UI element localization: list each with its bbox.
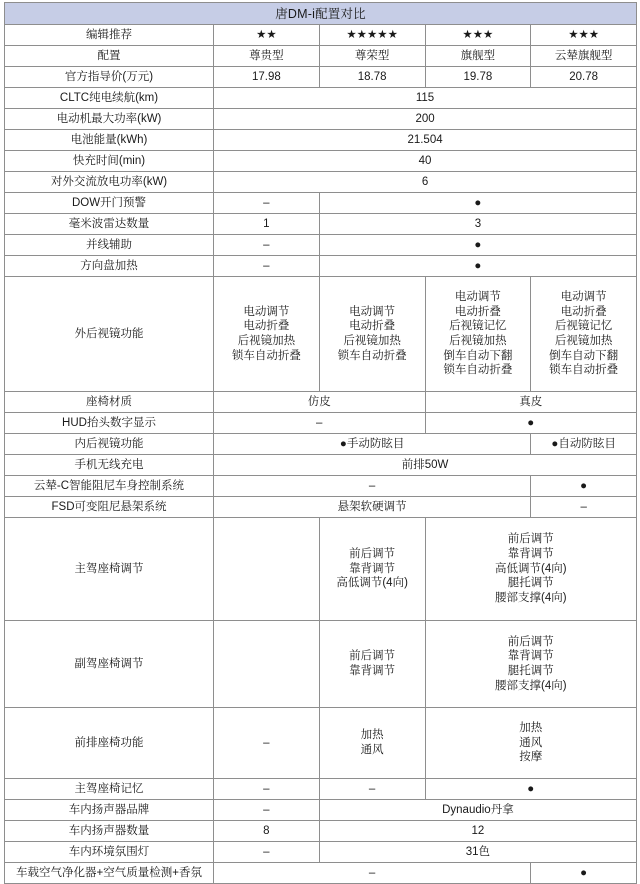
feature-line: 电动折叠	[349, 320, 396, 333]
value-cell: 6	[214, 172, 637, 193]
value-cell: 尊荣型	[319, 46, 425, 67]
row-label: 外后视镜功能	[5, 277, 214, 392]
row-label: 电动机最大功率(kW)	[5, 109, 214, 130]
feature-line: 电动调节	[560, 290, 607, 303]
table-row	[5, 413, 637, 434]
feature-line: 锁车自动折叠	[549, 364, 619, 377]
row-label: 方向盘加热	[5, 256, 214, 277]
table-row	[5, 130, 637, 151]
table-row	[5, 497, 637, 518]
table-row	[5, 800, 637, 821]
feature-line: 电动调节	[243, 305, 290, 318]
value-cell	[425, 621, 637, 708]
unavailable-dash: –	[214, 413, 426, 434]
value-cell: 200	[214, 109, 637, 130]
feature-line: 靠背调节	[507, 650, 554, 663]
value-cell: 真皮	[425, 392, 637, 413]
table-title-row	[5, 3, 637, 25]
value-cell: ●自动防眩目	[531, 434, 637, 455]
rating-stars: ★★★	[531, 25, 637, 46]
row-label: 毫米波雷达数量	[5, 214, 214, 235]
feature-line: 前后调节	[507, 635, 554, 648]
table-row	[5, 172, 637, 193]
value-cell: 旗舰型	[425, 46, 531, 67]
rating-stars: ★★	[214, 25, 320, 46]
table-row	[5, 842, 637, 863]
value-cell	[319, 277, 425, 392]
feature-line: 后视镜加热	[237, 335, 296, 347]
row-label: 编辑推荐	[5, 25, 214, 46]
table-row	[5, 235, 637, 256]
unavailable-dash: –	[214, 256, 320, 277]
row-label: 对外交流放电功率(kW)	[5, 172, 214, 193]
feature-line: 腿托调节	[507, 577, 554, 590]
available-dot: ●	[319, 193, 636, 214]
row-label: HUD抬头数字显示	[5, 413, 214, 434]
feature-line: 倒车自动下翻	[549, 349, 619, 362]
row-label: 车内扬声器品牌	[5, 800, 214, 821]
feature-line: 按摩	[519, 751, 543, 764]
row-label: 手机无线充电	[5, 455, 214, 476]
table-row	[5, 708, 637, 779]
row-label: 主驾座椅调节	[5, 518, 214, 621]
feature-line: 加热	[519, 721, 543, 734]
row-label: 主驾座椅记忆	[5, 779, 214, 800]
feature-line: 腰部支撑(4向)	[495, 592, 567, 605]
value-cell: 17.98	[214, 67, 320, 88]
table-row	[5, 88, 637, 109]
value-cell: 115	[214, 88, 637, 109]
value-cell: 21.504	[214, 130, 637, 151]
feature-line: 电动折叠	[454, 305, 501, 318]
table-row	[5, 392, 637, 413]
row-label: 前排座椅功能	[5, 708, 214, 779]
feature-line: 电动折叠	[243, 320, 290, 333]
feature-line: 加热	[360, 729, 384, 742]
available-dot: ●	[319, 256, 636, 277]
row-label: FSD可变阻尼悬架系统	[5, 497, 214, 518]
table-row	[5, 434, 637, 455]
value-cell: 前排50W	[214, 455, 637, 476]
row-label: 座椅材质	[5, 392, 214, 413]
table-row	[5, 518, 637, 621]
empty-cell	[214, 621, 320, 708]
unavailable-dash: –	[214, 779, 320, 800]
value-cell: 18.78	[319, 67, 425, 88]
row-label: 电池能量(kWh)	[5, 130, 214, 151]
configuration-comparison-table	[4, 2, 637, 884]
unavailable-dash: –	[214, 800, 320, 821]
unavailable-dash: –	[214, 193, 320, 214]
feature-line: 靠背调节	[349, 562, 396, 575]
feature-line: 靠背调节	[507, 547, 554, 560]
feature-line: 倒车自动下翻	[443, 349, 513, 362]
row-label: 官方指导价(万元)	[5, 67, 214, 88]
feature-line: 电动调节	[349, 305, 396, 318]
table-row	[5, 863, 637, 884]
value-cell	[425, 518, 637, 621]
feature-line: 高低调节(4向)	[495, 562, 567, 575]
unavailable-dash: –	[319, 779, 425, 800]
value-cell: 8	[214, 821, 320, 842]
value-cell: 31色	[319, 842, 636, 863]
table-row	[5, 256, 637, 277]
table-row	[5, 779, 637, 800]
table-row	[5, 821, 637, 842]
row-label: 车载空气净化器+空气质量检测+香氛	[5, 863, 214, 884]
unavailable-dash: –	[214, 842, 320, 863]
feature-line: 腰部支撑(4向)	[495, 679, 567, 692]
value-cell	[319, 621, 425, 708]
feature-line: 通风	[360, 744, 384, 756]
feature-line: 前后调节	[349, 547, 396, 560]
value-cell: 1	[214, 214, 320, 235]
value-cell: Dynaudio丹拿	[319, 800, 636, 821]
row-label: 配置	[5, 46, 214, 67]
feature-line: 电动调节	[454, 290, 501, 303]
rating-stars: ★★★	[425, 25, 531, 46]
available-dot: ●	[531, 863, 637, 884]
table-row	[5, 46, 637, 67]
row-label: 并线辅助	[5, 235, 214, 256]
available-dot: ●	[425, 779, 637, 800]
value-cell: ●手动防眩目	[214, 434, 531, 455]
value-cell: 尊贵型	[214, 46, 320, 67]
rating-stars: ★★★★★	[319, 25, 425, 46]
feature-line: 前后调节	[349, 650, 396, 663]
row-label: 云辇-C智能阻尼车身控制系统	[5, 476, 214, 497]
unavailable-dash: –	[531, 497, 637, 518]
feature-line: 后视镜加热	[343, 335, 401, 347]
value-cell: 20.78	[531, 67, 637, 88]
row-label: DOW开门预警	[5, 193, 214, 214]
row-label: 内后视镜功能	[5, 434, 214, 455]
feature-line: 靠背调节	[349, 665, 396, 677]
feature-line: 锁车自动折叠	[231, 349, 301, 362]
table-row	[5, 151, 637, 172]
value-cell: 19.78	[425, 67, 531, 88]
value-cell	[425, 277, 531, 392]
feature-line: 电动折叠	[560, 305, 607, 318]
table-row	[5, 476, 637, 497]
feature-line: 后视镜加热	[554, 335, 613, 347]
feature-line: 后视镜记忆	[449, 320, 507, 333]
available-dot: ●	[531, 476, 637, 497]
table-row	[5, 109, 637, 130]
feature-line: 锁车自动折叠	[443, 364, 513, 377]
value-cell: 仿皮	[214, 392, 426, 413]
feature-line: 后视镜加热	[449, 335, 507, 347]
unavailable-dash: –	[214, 863, 531, 884]
row-label: 快充时间(min)	[5, 151, 214, 172]
row-label: 车内扬声器数量	[5, 821, 214, 842]
feature-line: 通风	[519, 736, 543, 749]
feature-line: –	[263, 736, 270, 749]
table-row	[5, 25, 637, 46]
table-row	[5, 455, 637, 476]
row-label: 副驾座椅调节	[5, 621, 214, 708]
row-label: CLTC纯电续航(km)	[5, 88, 214, 109]
available-dot: ●	[319, 235, 636, 256]
value-cell	[531, 277, 637, 392]
value-cell	[214, 708, 320, 779]
table-row	[5, 193, 637, 214]
unavailable-dash: –	[214, 235, 320, 256]
value-cell: 悬架软硬调节	[214, 497, 531, 518]
feature-line: 锁车自动折叠	[337, 349, 407, 362]
table-row	[5, 67, 637, 88]
feature-line: 腿托调节	[507, 665, 554, 677]
value-cell: 12	[319, 821, 636, 842]
value-cell: 云辇旗舰型	[531, 46, 637, 67]
feature-line: 前后调节	[507, 533, 554, 546]
value-cell	[425, 708, 637, 779]
row-label: 车内环境氛围灯	[5, 842, 214, 863]
feature-line: 高低调节(4向)	[336, 577, 408, 590]
available-dot: ●	[425, 413, 637, 434]
value-cell	[319, 518, 425, 621]
value-cell: 40	[214, 151, 637, 172]
feature-line: 后视镜记忆	[554, 320, 613, 333]
unavailable-dash: –	[214, 476, 531, 497]
value-cell	[319, 708, 425, 779]
table-row	[5, 277, 637, 392]
value-cell: 3	[319, 214, 636, 235]
value-cell	[214, 277, 320, 392]
table-row	[5, 214, 637, 235]
page-title: 唐DM-i配置对比	[5, 3, 637, 25]
empty-cell	[214, 518, 320, 621]
table-row	[5, 621, 637, 708]
